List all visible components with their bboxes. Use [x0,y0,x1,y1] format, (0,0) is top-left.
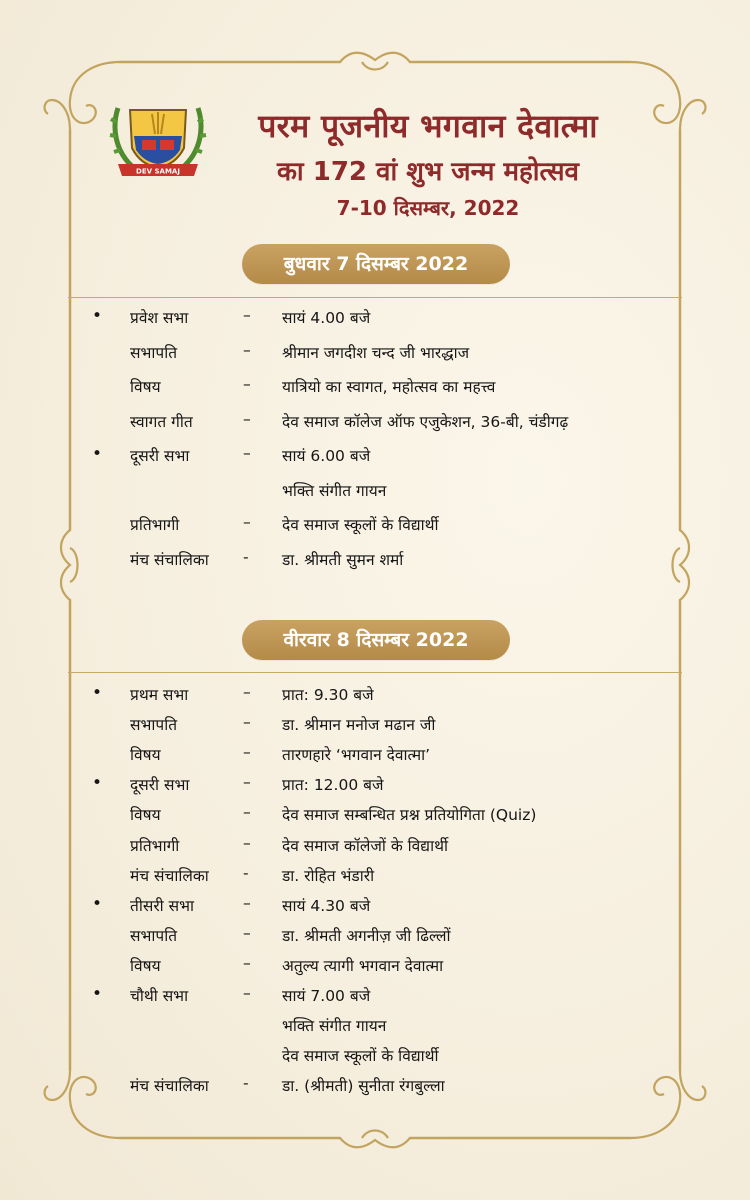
row-dash: - [243,863,249,882]
day-banner-2: वीरवार 8 दिसम्बर 2022 [242,620,510,660]
schedule-row [0,306,750,336]
row-label: मंच संचालिका [130,550,209,569]
schedule-row [0,1044,750,1074]
row-label: विषय [130,378,161,396]
row-dash: – [243,773,251,792]
row-dash: – [243,833,251,852]
schedule-row [0,864,750,894]
schedule-row [0,444,750,474]
row-bullet: • [92,773,103,794]
row-dash: – [243,713,251,732]
row-value: सायं 7.00 बजे [282,987,371,1005]
row-dash: – [243,743,251,762]
row-label: सभापति [130,716,178,735]
logo-text: DEV SAMAJ [136,167,180,176]
schedule-row [0,743,750,773]
row-label: प्रतिभागी [130,836,180,855]
row-label: प्रथम सभा [130,686,189,704]
schedule-row [0,954,750,984]
row-dash: - [243,547,249,566]
schedule-row [0,834,750,864]
row-value: अतुल्य त्यागी भगवान देवात्मा [282,956,444,975]
row-label: प्रतिभागी [130,516,180,534]
row-value: भक्ति संगीत गायन [282,481,387,500]
row-value: प्रात: 9.30 बजे [282,686,374,704]
schedule-row [0,410,750,440]
row-dash: – [243,803,251,822]
header [0,0,750,230]
row-dash: – [243,953,251,972]
row-label: स्वागत गीत [130,412,193,431]
schedule-row [0,375,750,405]
row-label: विषय [130,956,161,975]
row-label: सभापति [130,343,178,362]
row-label: विषय [130,746,161,765]
row-bullet: • [92,306,103,326]
row-value: देव समाज सम्बन्धित प्रश्न प्रतियोगिता (Quiz) [282,806,537,825]
schedule-row [0,513,750,543]
schedule-row [0,773,750,803]
row-dash: – [243,340,251,359]
row-value: सायं 4.00 बजे [282,309,371,327]
row-label: मंच संचालिका [130,1077,209,1096]
row-label: विषय [130,806,161,825]
dev-samaj-logo [108,96,208,184]
row-dash: – [243,306,251,324]
row-value: सायं 6.00 बजे [282,447,371,465]
divider [68,672,682,673]
page-title: परम पूजनीय भगवान देवात्मा [258,107,598,145]
row-label: सभापति [130,926,178,945]
row-bullet: • [92,683,103,703]
row-value: देव समाज कॉलेज ऑफ एजुकेशन, 36-बी, चंडीगढ़ [282,412,569,431]
row-dash: – [243,375,251,393]
schedule-row [0,1074,750,1104]
schedule-row [0,924,750,954]
row-value: सायं 4.30 बजे [282,896,371,915]
schedule-row [0,984,750,1014]
schedule-row [0,803,750,833]
schedule-row [0,548,750,578]
row-label: मंच संचालिका [130,866,209,885]
row-label: प्रवेश सभा [130,309,189,327]
row-value: यात्रियो का स्वागत, महोत्सव का महत्त्व [282,378,496,396]
row-value: श्रीमान जगदीश चन्द जी भारद्धाज [282,343,470,362]
row-value: डा. श्रीमती अगनीज़ जी ढिल्लों [282,926,451,945]
row-value: देव समाज कॉलेजों के विद्यार्थी [282,836,448,855]
row-value: देव समाज स्कूलों के विद्यार्थी [282,516,439,534]
row-value: डा. श्रीमती सुमन शर्मा [282,550,404,569]
row-dash: – [243,444,251,462]
schedule-row [0,341,750,371]
row-value: प्रात: 12.00 बजे [282,776,384,795]
schedule-row [0,894,750,924]
row-value: भक्ति संगीत गायन [282,1017,387,1036]
row-label: तीसरी सभा [130,896,194,915]
event-dates: 7-10 दिसम्बर, 2022 [336,196,520,220]
schedule-row [0,683,750,713]
row-value: डा. श्रीमान मनोज मढान जी [282,716,436,735]
row-value: तारणहारे ‘भगवान देवात्मा’ [282,746,431,765]
schedule-row [0,479,750,509]
row-dash: – [243,923,251,942]
row-dash: – [243,683,251,701]
row-bullet: • [92,444,103,464]
row-value: डा. रोहित भंडारी [282,866,375,885]
day-banner-1: बुधवार 7 दिसम्बर 2022 [242,244,510,284]
row-value: देव समाज स्कूलों के विद्यार्थी [282,1047,439,1066]
schedule-row [0,1014,750,1044]
row-label: दूसरी सभा [130,447,190,465]
row-bullet: • [92,893,103,914]
row-value: डा. (श्रीमती) सुनीता रंगबुल्ला [282,1077,445,1096]
row-dash: – [243,513,251,531]
row-dash: – [243,984,251,1002]
page-subtitle: का 172 वां शुभ जन्म महोत्सव [276,157,580,187]
row-dash: - [243,1074,249,1093]
row-dash: – [243,893,251,912]
row-bullet: • [92,984,103,1004]
row-label: दूसरी सभा [130,776,190,795]
schedule-row [0,713,750,743]
row-dash: – [243,409,251,428]
divider [68,297,682,298]
row-label: चौथी सभा [130,987,189,1005]
